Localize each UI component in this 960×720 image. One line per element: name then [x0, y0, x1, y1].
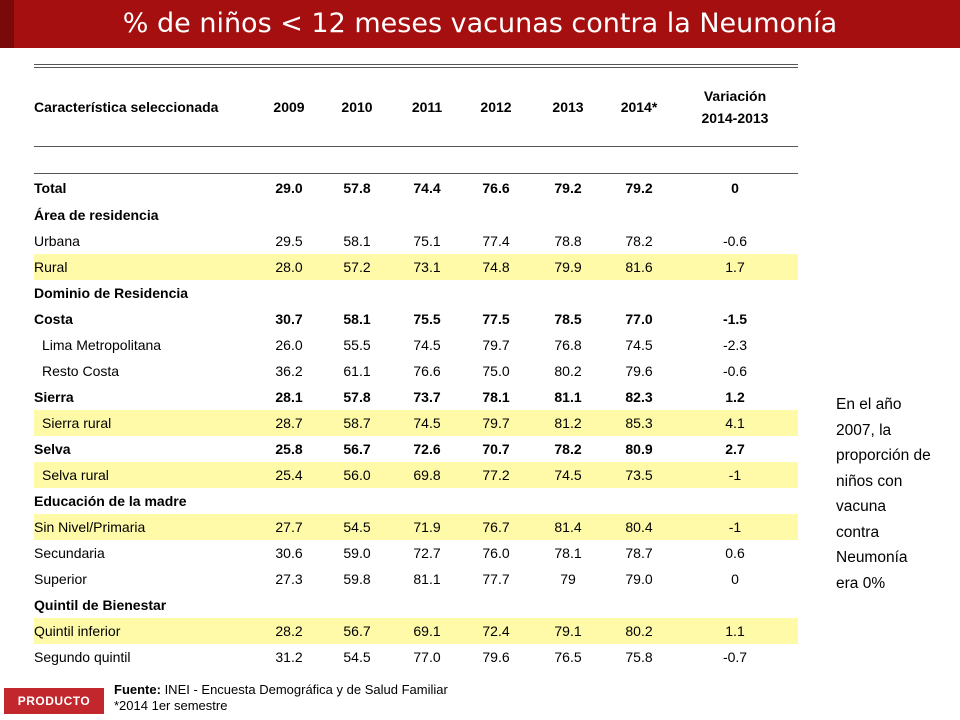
source-line: [114, 682, 448, 698]
cell-2010: 56.7: [322, 618, 392, 644]
cell-2010: 57.2: [322, 254, 392, 280]
cell-2012: 70.7: [482, 441, 510, 457]
cell-2014: 80.4: [606, 514, 672, 540]
cell-2012: 77.7: [482, 571, 510, 587]
table-row: [34, 306, 798, 332]
row-label: Costa: [34, 311, 73, 327]
side-note-line: vacuna: [836, 498, 886, 515]
cell-2011: 75.5: [413, 311, 441, 327]
cell-2012: 76.7: [462, 514, 530, 540]
table-row: [34, 228, 798, 254]
section-row: [34, 488, 798, 514]
cell-2014: 78.2: [625, 233, 653, 249]
cell-2011: 77.0: [413, 649, 441, 665]
table-row-highlight: [34, 618, 798, 644]
cell-variation: 0.6: [725, 545, 745, 561]
cell-2011: 75.1: [413, 233, 441, 249]
vaccination-table: [34, 68, 798, 670]
row-label: Selva: [34, 441, 71, 457]
cell-2012: 79.7: [462, 410, 530, 436]
row-label: Urbana: [34, 233, 80, 249]
row-label: Secundaria: [34, 545, 105, 561]
header-year: 2009: [273, 99, 305, 115]
side-note-line: Neumonía: [836, 549, 908, 566]
table-row: [34, 358, 798, 384]
side-note-line: niños con: [836, 472, 903, 490]
cell-2011: 74.5: [392, 410, 462, 436]
cell-2010: 59.8: [343, 571, 371, 587]
cell-2009: 30.6: [275, 545, 303, 561]
cell-variation: 1.1: [672, 618, 798, 644]
cell-2009: 27.3: [275, 571, 303, 587]
cell-2013: 81.4: [530, 514, 606, 540]
cell-2009: 30.7: [275, 311, 303, 327]
source-note: [114, 682, 448, 714]
cell-2012: 78.1: [482, 389, 510, 405]
page-title: % de niños < 12 meses vacunas contra la Neumonía: [122, 8, 838, 39]
table-row: [34, 384, 798, 410]
cell-variation: 2.7: [725, 441, 745, 457]
cell-2013: 78.8: [554, 233, 582, 249]
table-row-highlight: [34, 254, 798, 280]
cell-variation: -0.7: [722, 649, 748, 665]
cell-2012: 77.2: [462, 462, 530, 488]
cell-2012: 74.8: [462, 254, 530, 280]
producto-badge: PRODUCTO: [4, 688, 104, 714]
cell-2013: 76.5: [554, 649, 582, 665]
source-label: Fuente:: [114, 682, 161, 697]
row-label: Sierra: [34, 389, 74, 405]
row-label: Superior: [34, 571, 87, 587]
table-row-highlight: [34, 514, 798, 540]
header-year: 2011: [411, 99, 443, 115]
section-row: [34, 592, 798, 618]
cell-2009: 28.7: [256, 410, 322, 436]
cell-2010: 58.1: [343, 233, 371, 249]
cell-2010: 56.7: [343, 441, 371, 457]
row-label: Segundo quintil: [34, 649, 131, 665]
cell-2013: 78.5: [554, 311, 582, 327]
cell-2010: 57.8: [343, 180, 371, 196]
side-note-line: era 0%: [836, 574, 886, 592]
footnote: *2014 1er semestre: [114, 698, 228, 713]
section-row: [34, 202, 798, 228]
cell-2009: 27.7: [256, 514, 322, 540]
cell-2012: 75.0: [482, 363, 510, 379]
cell-2011: 73.1: [392, 254, 462, 280]
cell-2012: 79.6: [482, 649, 510, 665]
cell-2013: 78.2: [554, 441, 582, 457]
cell-2011: 81.1: [413, 571, 441, 587]
cell-2014: 74.5: [625, 337, 653, 353]
cell-2013: 79.9: [530, 254, 606, 280]
row-label: Sierra rural: [34, 410, 256, 436]
cell-2013: 76.8: [554, 337, 582, 353]
side-note-line: En el año: [836, 396, 902, 413]
cell-2009: 31.2: [275, 649, 303, 665]
table-row-highlight: [34, 410, 798, 436]
cell-2011: 71.9: [392, 514, 462, 540]
table-row: [34, 436, 798, 462]
cell-2014: 81.6: [606, 254, 672, 280]
cell-2009: 25.4: [256, 462, 322, 488]
cell-variation: -1.5: [722, 311, 748, 327]
cell-2014: 79.6: [625, 363, 653, 379]
table-body: [34, 174, 798, 671]
cell-2011: 72.6: [413, 441, 441, 457]
cell-2014: 80.9: [625, 441, 653, 457]
cell-2009: 29.0: [275, 180, 303, 196]
cell-variation: 0: [731, 571, 739, 587]
cell-2011: 74.5: [413, 337, 441, 353]
cell-2009: 28.1: [275, 389, 303, 405]
cell-2010: 54.5: [343, 649, 371, 665]
cell-2014: 82.3: [625, 389, 653, 405]
header-year: 2014*: [620, 99, 658, 115]
cell-2013: 79: [560, 571, 576, 587]
cell-2009: 36.2: [275, 363, 303, 379]
side-note-line: proporción de: [836, 447, 931, 464]
cell-variation: -0.6: [722, 233, 748, 249]
cell-variation: 0: [731, 180, 739, 196]
cell-2012: 77.4: [482, 233, 510, 249]
cell-variation: 1.2: [725, 389, 745, 405]
cell-2011: 76.6: [413, 363, 441, 379]
section-label: Quintil de Bienestar: [34, 597, 167, 613]
cell-2010: 57.8: [343, 389, 371, 405]
table-row: [34, 540, 798, 566]
cell-2012: 77.5: [482, 311, 510, 327]
cell-2012: 79.7: [482, 337, 510, 353]
section-row: [34, 280, 798, 306]
cell-2010: 61.1: [343, 363, 371, 379]
header-rule: [34, 147, 798, 174]
header-variation: [672, 68, 798, 147]
cell-2014: 79.2: [625, 180, 653, 196]
cell-2013: 80.2: [554, 363, 582, 379]
cell-2012: 76.6: [482, 180, 510, 196]
header-characteristic: Característica seleccionada: [34, 99, 219, 115]
cell-2014: 75.8: [625, 649, 653, 665]
cell-2010: 55.5: [343, 337, 371, 353]
side-note-line: contra: [836, 523, 880, 541]
header-year: 2010: [341, 99, 373, 115]
header-year: 2013: [552, 99, 584, 115]
section-label: Área de residencia: [34, 207, 159, 223]
row-label: Selva rural: [34, 462, 256, 488]
cell-variation: -1: [672, 462, 798, 488]
cell-2013: 79.2: [554, 180, 582, 196]
cell-2009: 25.8: [275, 441, 303, 457]
cell-2009: 26.0: [275, 337, 303, 353]
cell-2014: 78.7: [625, 545, 653, 561]
cell-2013: 81.1: [554, 389, 582, 405]
cell-2013: 81.2: [530, 410, 606, 436]
source-text: INEI - Encuesta Demográfica y de Salud Familiar: [160, 682, 448, 697]
header-variation-line1: Variación: [703, 88, 767, 104]
side-note-line: 2007, la: [836, 421, 892, 439]
row-label: Quintil inferior: [34, 618, 256, 644]
cell-2011: 73.7: [413, 389, 441, 405]
table-row: [34, 644, 798, 670]
section-label: Educación de la madre: [34, 493, 187, 509]
cell-2010: 58.1: [343, 311, 371, 327]
row-label: Rural: [34, 254, 256, 280]
cell-2014: 85.3: [606, 410, 672, 436]
header-year: 2012: [480, 99, 512, 115]
cell-2012: 76.0: [482, 545, 510, 561]
cell-2010: 56.0: [322, 462, 392, 488]
cell-2013: 79.1: [530, 618, 606, 644]
cell-variation: -0.6: [722, 363, 748, 379]
cell-2014: 79.0: [625, 571, 653, 587]
row-label: Sin Nivel/Primaria: [34, 514, 256, 540]
table-header-row: [34, 68, 798, 147]
header-variation-line2: 2014-2013: [701, 110, 769, 126]
cell-2012: 72.4: [462, 618, 530, 644]
cell-2014: 77.0: [625, 311, 653, 327]
cell-2013: 78.1: [554, 545, 582, 561]
cell-2010: 59.0: [343, 545, 371, 561]
cell-2009: 29.5: [275, 233, 303, 249]
side-note: [836, 392, 954, 596]
cell-variation: 1.7: [672, 254, 798, 280]
cell-2011: 74.4: [413, 180, 441, 196]
cell-2010: 54.5: [322, 514, 392, 540]
table-row: [34, 332, 798, 358]
cell-2011: 69.1: [392, 618, 462, 644]
table-row-total: [34, 174, 798, 203]
cell-2010: 58.7: [322, 410, 392, 436]
cell-2013: 74.5: [530, 462, 606, 488]
table-row-highlight: [34, 462, 798, 488]
cell-variation: 4.1: [672, 410, 798, 436]
row-label: Resto Costa: [42, 363, 120, 379]
cell-2014: 80.2: [606, 618, 672, 644]
title-bar: [0, 0, 960, 48]
cell-2014: 73.5: [606, 462, 672, 488]
cell-2011: 72.7: [413, 545, 441, 561]
cell-2009: 28.0: [256, 254, 322, 280]
section-label: Dominio de Residencia: [34, 285, 189, 301]
cell-2011: 69.8: [392, 462, 462, 488]
row-label: Total: [34, 180, 67, 196]
table-row: [34, 566, 798, 592]
cell-2009: 28.2: [256, 618, 322, 644]
vaccination-table-container: [34, 64, 798, 670]
cell-variation: -1: [672, 514, 798, 540]
cell-variation: -2.3: [722, 337, 748, 353]
row-label: Lima Metropolitana: [42, 337, 162, 353]
